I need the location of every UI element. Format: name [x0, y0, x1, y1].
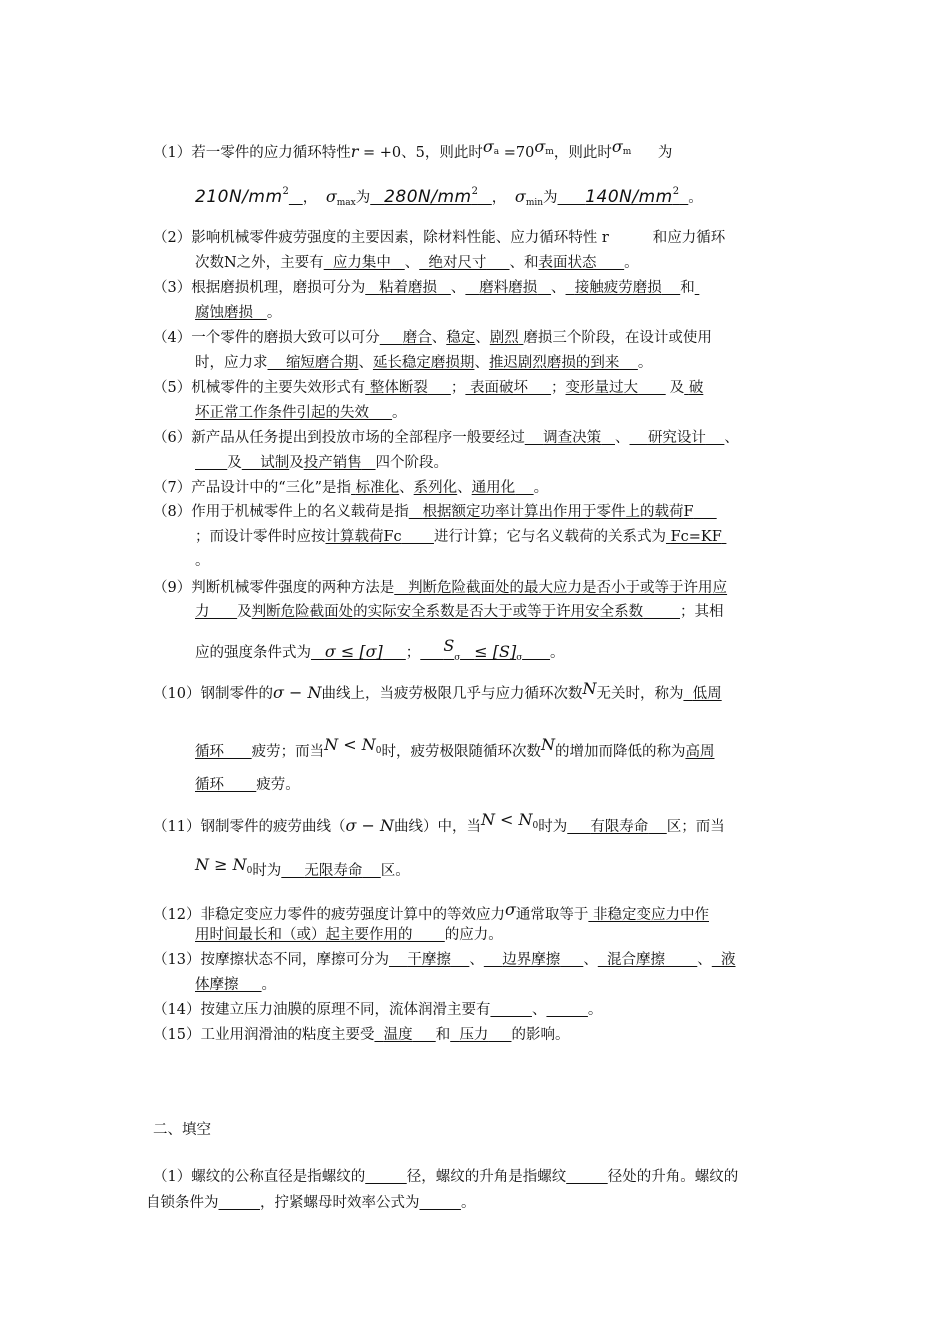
item-2-line-1: （2）影响机械零件疲劳强度的主要因素，除材料性能、应力循环特性 r 和应力循环 — [153, 230, 726, 246]
item-4-line-1: （4）一个零件的磨损大致可以可分 磨合、稳定、剧烈 磨损三个阶段，在设计或使用 — [153, 330, 712, 346]
item-13-line-1: （13）按摩擦状态不同，摩擦可分为 干摩擦 、 边界摩擦 、 混合摩擦 、 液 — [153, 952, 736, 968]
q1-line-2: 自锁条件为 ，拧紧螺母时效率公式为 。 — [146, 1195, 476, 1211]
value-sigma-max: 280N/mm — [384, 187, 472, 207]
item-3-line-2: 腐蚀磨损 。 — [195, 305, 282, 321]
item-8-line-2: ；而设计零件时应按计算载荷Fc 进行计算；它与名义载荷的关系式为 Fc=KF — [195, 529, 722, 545]
item-8-line-1: （8）作用于机械零件上的名义载荷是指 根据额定功率计算出作用于零件上的载荷F — [153, 504, 694, 520]
item-11-line-2: $N \ge N^0$时为 无限寿命 区。 — [195, 855, 410, 879]
section-2-title: 二、填空 — [153, 1122, 211, 1138]
item-8-line-3: 。 — [195, 553, 210, 569]
formula-safety: S — [443, 636, 455, 655]
item-13-line-2: 体摩擦 。 — [195, 977, 277, 993]
item-12-line-1: （12）非稳定变应力零件的疲劳强度计算中的等效应力σ通常取等于 非稳定变应力中作 — [153, 900, 709, 923]
item-10-line-1: （10）钢制零件的σ − N曲线上，当疲劳极限几乎与应力循环次数N无关时，称为 低周 — [153, 679, 722, 702]
item-5-line-2: 坏正常工作条件引起的失效 。 — [195, 405, 407, 421]
item-12-line-2: 用时间最长和（或）起主要作用的 的应力。 — [195, 927, 503, 943]
item-5-line-1: （5）机械零件的主要失效形式有 整体断裂 ； 表面破坏 ；变形量过大 及 破 — [153, 380, 704, 396]
formula-stress: σ ≤ [σ] — [324, 642, 383, 661]
item-1-line-2: $210N/mm^2$ ， $\sigma_{max}$为 $280N/mm^2$ ， $\sigma_{min}$为 $140N/mm^2$ 。 — [195, 186, 703, 208]
item-10-line-3: 循环 疲劳。 — [195, 777, 300, 793]
value-sigma-min: 140N/mm — [585, 187, 673, 207]
item-10-line-2: 循环 疲劳；而当$N < N^0$时，疲劳极限随循环次数N的增加而降低的称为高周 — [195, 735, 715, 760]
item-9-line-2: 力 及判断危险截面处的实际安全系数是否大于或等于许用安全系数 ；其相 — [195, 604, 724, 620]
item-6-line-1: （6）新产品从任务提出到投放市场的全部程序一般要经过 调查决策 、 研究设计 、 — [153, 430, 739, 446]
q1-line-1: （1）螺纹的公称直径是指螺纹的 径，螺纹的升角是指螺纹 径处的升角。螺纹的 — [153, 1169, 739, 1185]
item-15: （15）工业用润滑油的粘度主要受 温度 和 压力 的影响。 — [153, 1027, 570, 1043]
value-sigma-m: 210N/mm — [195, 187, 283, 207]
item-6-line-2: 及 试制及投产销售 四个阶段。 — [227, 455, 449, 471]
item-7: （7）产品设计中的“三化”是指 标准化、系列化、通用化 。 — [153, 480, 549, 496]
item-11-line-1: （11）钢制零件的疲劳曲线（σ − N曲线）中，当$N < N^0$时为 有限寿命 区；而当 — [153, 810, 725, 835]
item-9-line-3: 应的强度条件式为 σ ≤ [σ] ； $S_\sigma$ ≤ $[S]_\sigma$ 。 — [195, 636, 565, 663]
item-4-line-2: 时，应力求 缩短磨合期、延长稳定磨损期、推迟剧烈磨损的到来 。 — [195, 355, 653, 371]
item-3-line-1: （3）根据磨损机理，磨损可分为 粘着磨损 、 磨料磨损 、 接触疲劳磨损 和 — [153, 280, 695, 296]
item-14: （14）按建立压力油膜的原理不同，流体润滑主要有 、 。 — [153, 1002, 603, 1018]
item-1-line-1: （1）若一零件的应力循环特性r = +0、5，则此时$\sigma^a =70\sigma^m$，则此时$\sigma^m$ 为 — [153, 137, 673, 161]
item-2-line-2: 次数N之外，主要有 应力集中 、 绝对尺寸 、和表面状态 。 — [195, 255, 639, 271]
item-9-line-1: （9）判断机械零件强度的两种方法是 判断危险截面处的最大应力是否小于或等于许用应 — [153, 580, 728, 596]
